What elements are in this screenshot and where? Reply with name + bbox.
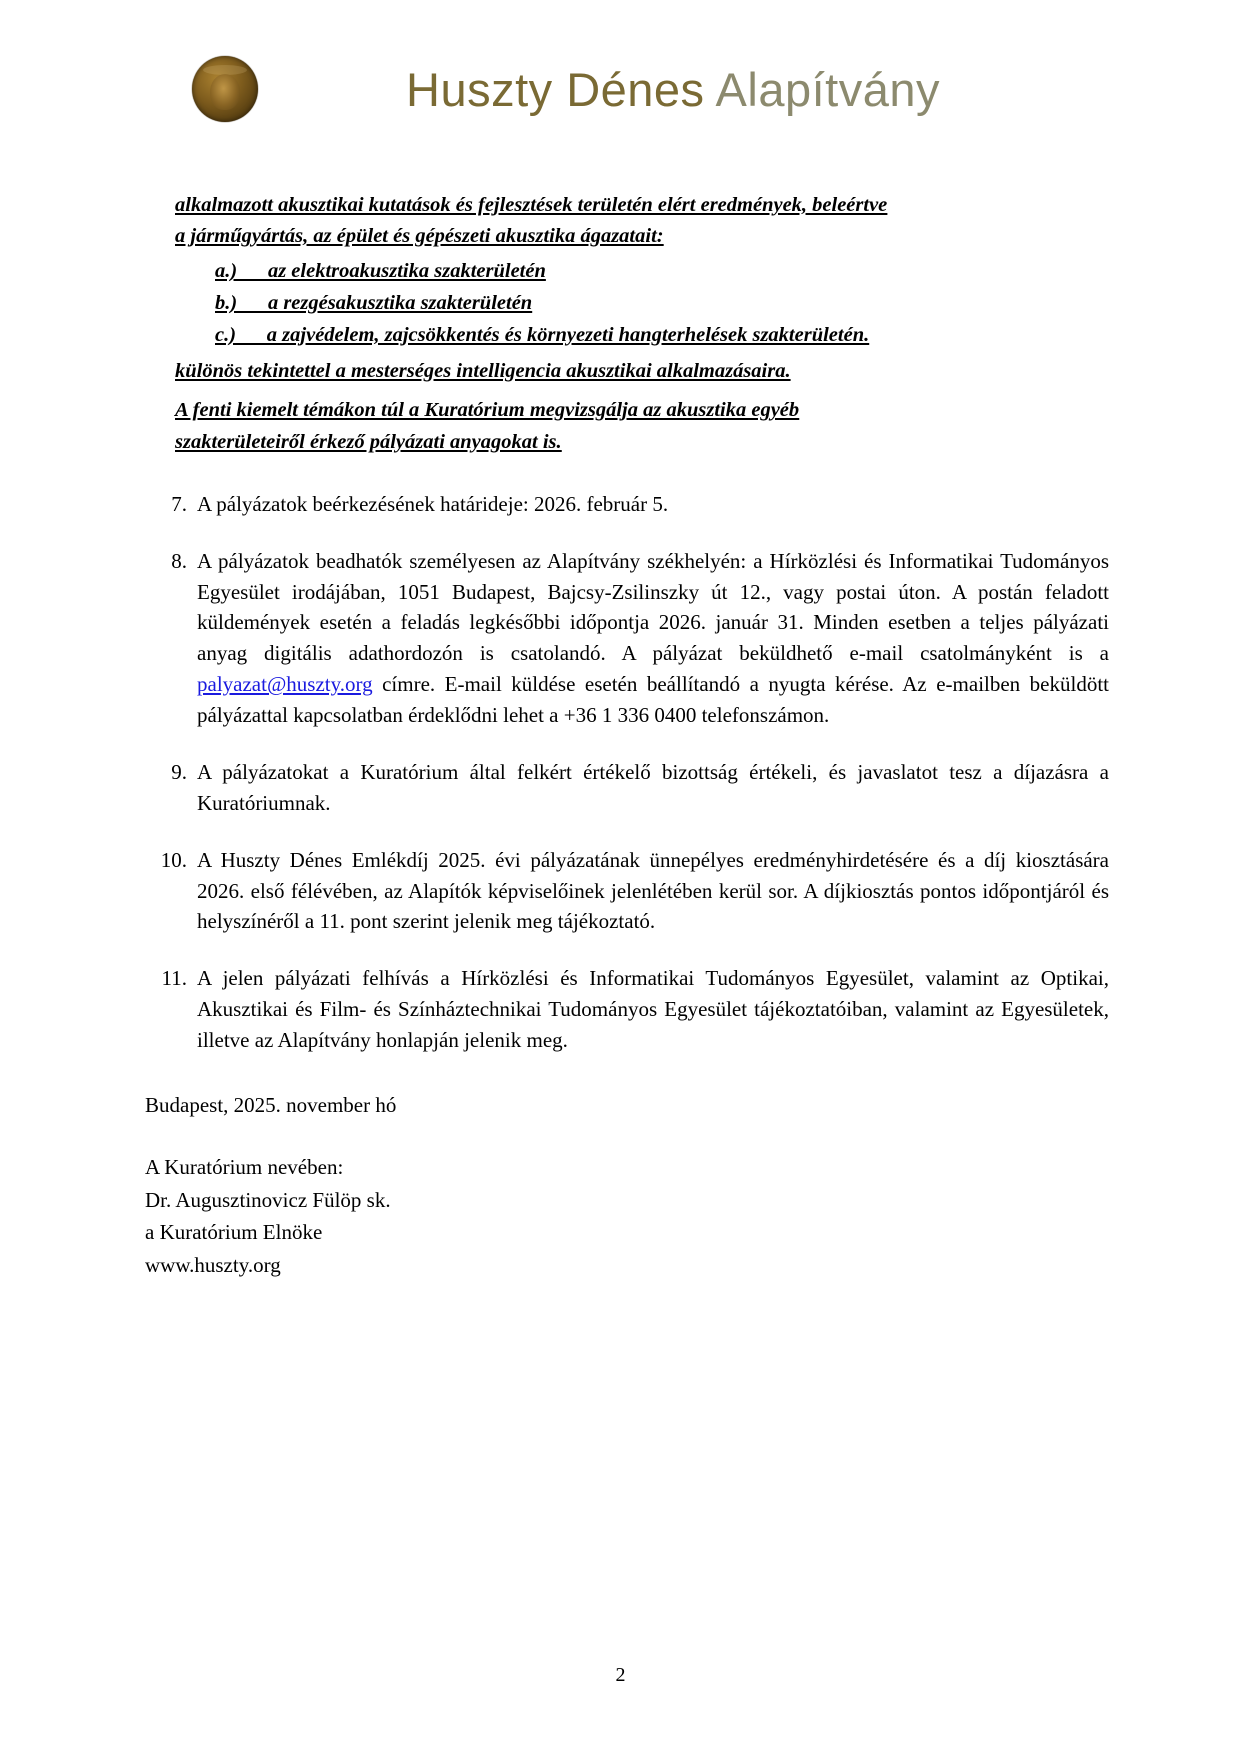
medal-logo-icon — [192, 56, 258, 122]
list-item-number: 10. — [160, 847, 187, 872]
sublist-item-c: c.) a zajvédelem, zajcsökkentés és környezeti hangterhelések szakterületén. — [215, 323, 870, 346]
intro-extra — [175, 395, 1055, 459]
list-item — [145, 757, 1109, 819]
brand-title-second: Alapítvány — [715, 62, 940, 116]
list-item — [145, 546, 1109, 731]
intro-extra-line-2: szakterületeiről érkező pályázati anyagokat is. — [175, 431, 562, 454]
numbered-list — [145, 489, 1109, 1056]
page-number: 2 — [615, 1664, 626, 1686]
list-item — [145, 845, 1109, 938]
intro-line-2: a járműgyártás, az épület és gépészeti akusztika ágazatait: — [175, 225, 664, 248]
intro-emphasis: különös tekintettel a mesterséges intelligencia akusztikai alkalmazásaira. — [175, 359, 791, 382]
sublist-item-b: b.) a rezgésakusztika szakterületén — [215, 292, 533, 315]
brand-title — [406, 62, 940, 117]
list-item — [145, 963, 1109, 1056]
list-item — [145, 489, 1109, 520]
brand-title-first: Huszty Dénes — [406, 62, 716, 116]
list-item-text: A pályázatok beérkezésének határideje: 2026. február 5. — [197, 491, 669, 516]
place-date: Budapest, 2025. november hó — [145, 1092, 397, 1117]
signature-block — [145, 1151, 1109, 1281]
signature-line-2: Dr. Augusztinovicz Fülöp sk. — [145, 1187, 391, 1212]
intro-paragraph — [175, 190, 1109, 252]
email-link[interactable]: palyazat@huszty.org — [197, 672, 373, 697]
list-item-text-after: címre. E-mail küldése esetén beállítandó a nyugta kérése. Az e-mailben beküldött pályázattal kapcsolatban érdeklődni lehet a +36 1 336 0400 telefonszámon. — [197, 672, 1109, 728]
signature-line-1: A Kuratórium nevében: — [145, 1155, 344, 1180]
list-item-text: A jelen pályázati felhívás a Hírközlési és Informatikai Tudományos Egyesület, valamint az Optikai, Akusztikai és Film- és Színháztechnikai Tudományos Egyesület tájékoztatóiban, valamint az Egyesületek, illetve az Alapítvány honlapján jelenik meg. — [197, 966, 1109, 1052]
list-item-number: 8. — [171, 548, 187, 573]
list-item-text: A Huszty Dénes Emlékdíj 2025. évi pályázatának ünnepélyes eredményhirdetésére és a díj kiosztására 2026. első félévében, az Alapítók képviselőinek jelenlétében kerül sor. A díjkiosztás pontos időpontjáról és helyszínéről a 11. pont szerint jelenik meg tájékoztató. — [197, 847, 1109, 934]
intro-extra-line-1: A fenti kiemelt témákon túl a Kuratórium megvizsgálja az akusztika egyéb — [175, 399, 800, 422]
list-item-text: A pályázatokat a Kuratórium által felkért értékelő bizottság értékeli, és javaslatot tesz a díjazásra a Kuratóriumnak. — [197, 759, 1109, 815]
list-item-number: 7. — [171, 491, 187, 516]
sublist-item-a: a.) az elektroakusztika szakterületén — [215, 260, 546, 283]
document-header — [0, 0, 1241, 120]
list-item-number: 11. — [161, 966, 187, 991]
intro-line-1: alkalmazott akusztikai kutatások és fejlesztések területén elért eredmények, beleértve — [175, 194, 888, 216]
list-item-text-before: A pályázatok beadhatók személyesen az Alapítvány székhelyén: a Hírközlési és Informatikai Tudományos Egyesület irodájában, 1051 Budapest, Bajcsy-Zsilinszky út 12., vagy postai úton. A postán feladott küldemények esetén a feladás legkésőbbi időpontja 2026. január 31. Minden esetben a teljes pályázati anyag digitális adathordozón is csatolandó. A pályázat beküldhető e-mail csatolmányként is a — [197, 548, 1109, 666]
signature-line-3: a Kuratórium Elnöke — [145, 1220, 323, 1245]
document-content — [0, 120, 1241, 1281]
intro-sublist — [175, 256, 1109, 351]
signature-website: www.huszty.org — [145, 1252, 281, 1277]
list-item-number: 9. — [171, 759, 187, 784]
